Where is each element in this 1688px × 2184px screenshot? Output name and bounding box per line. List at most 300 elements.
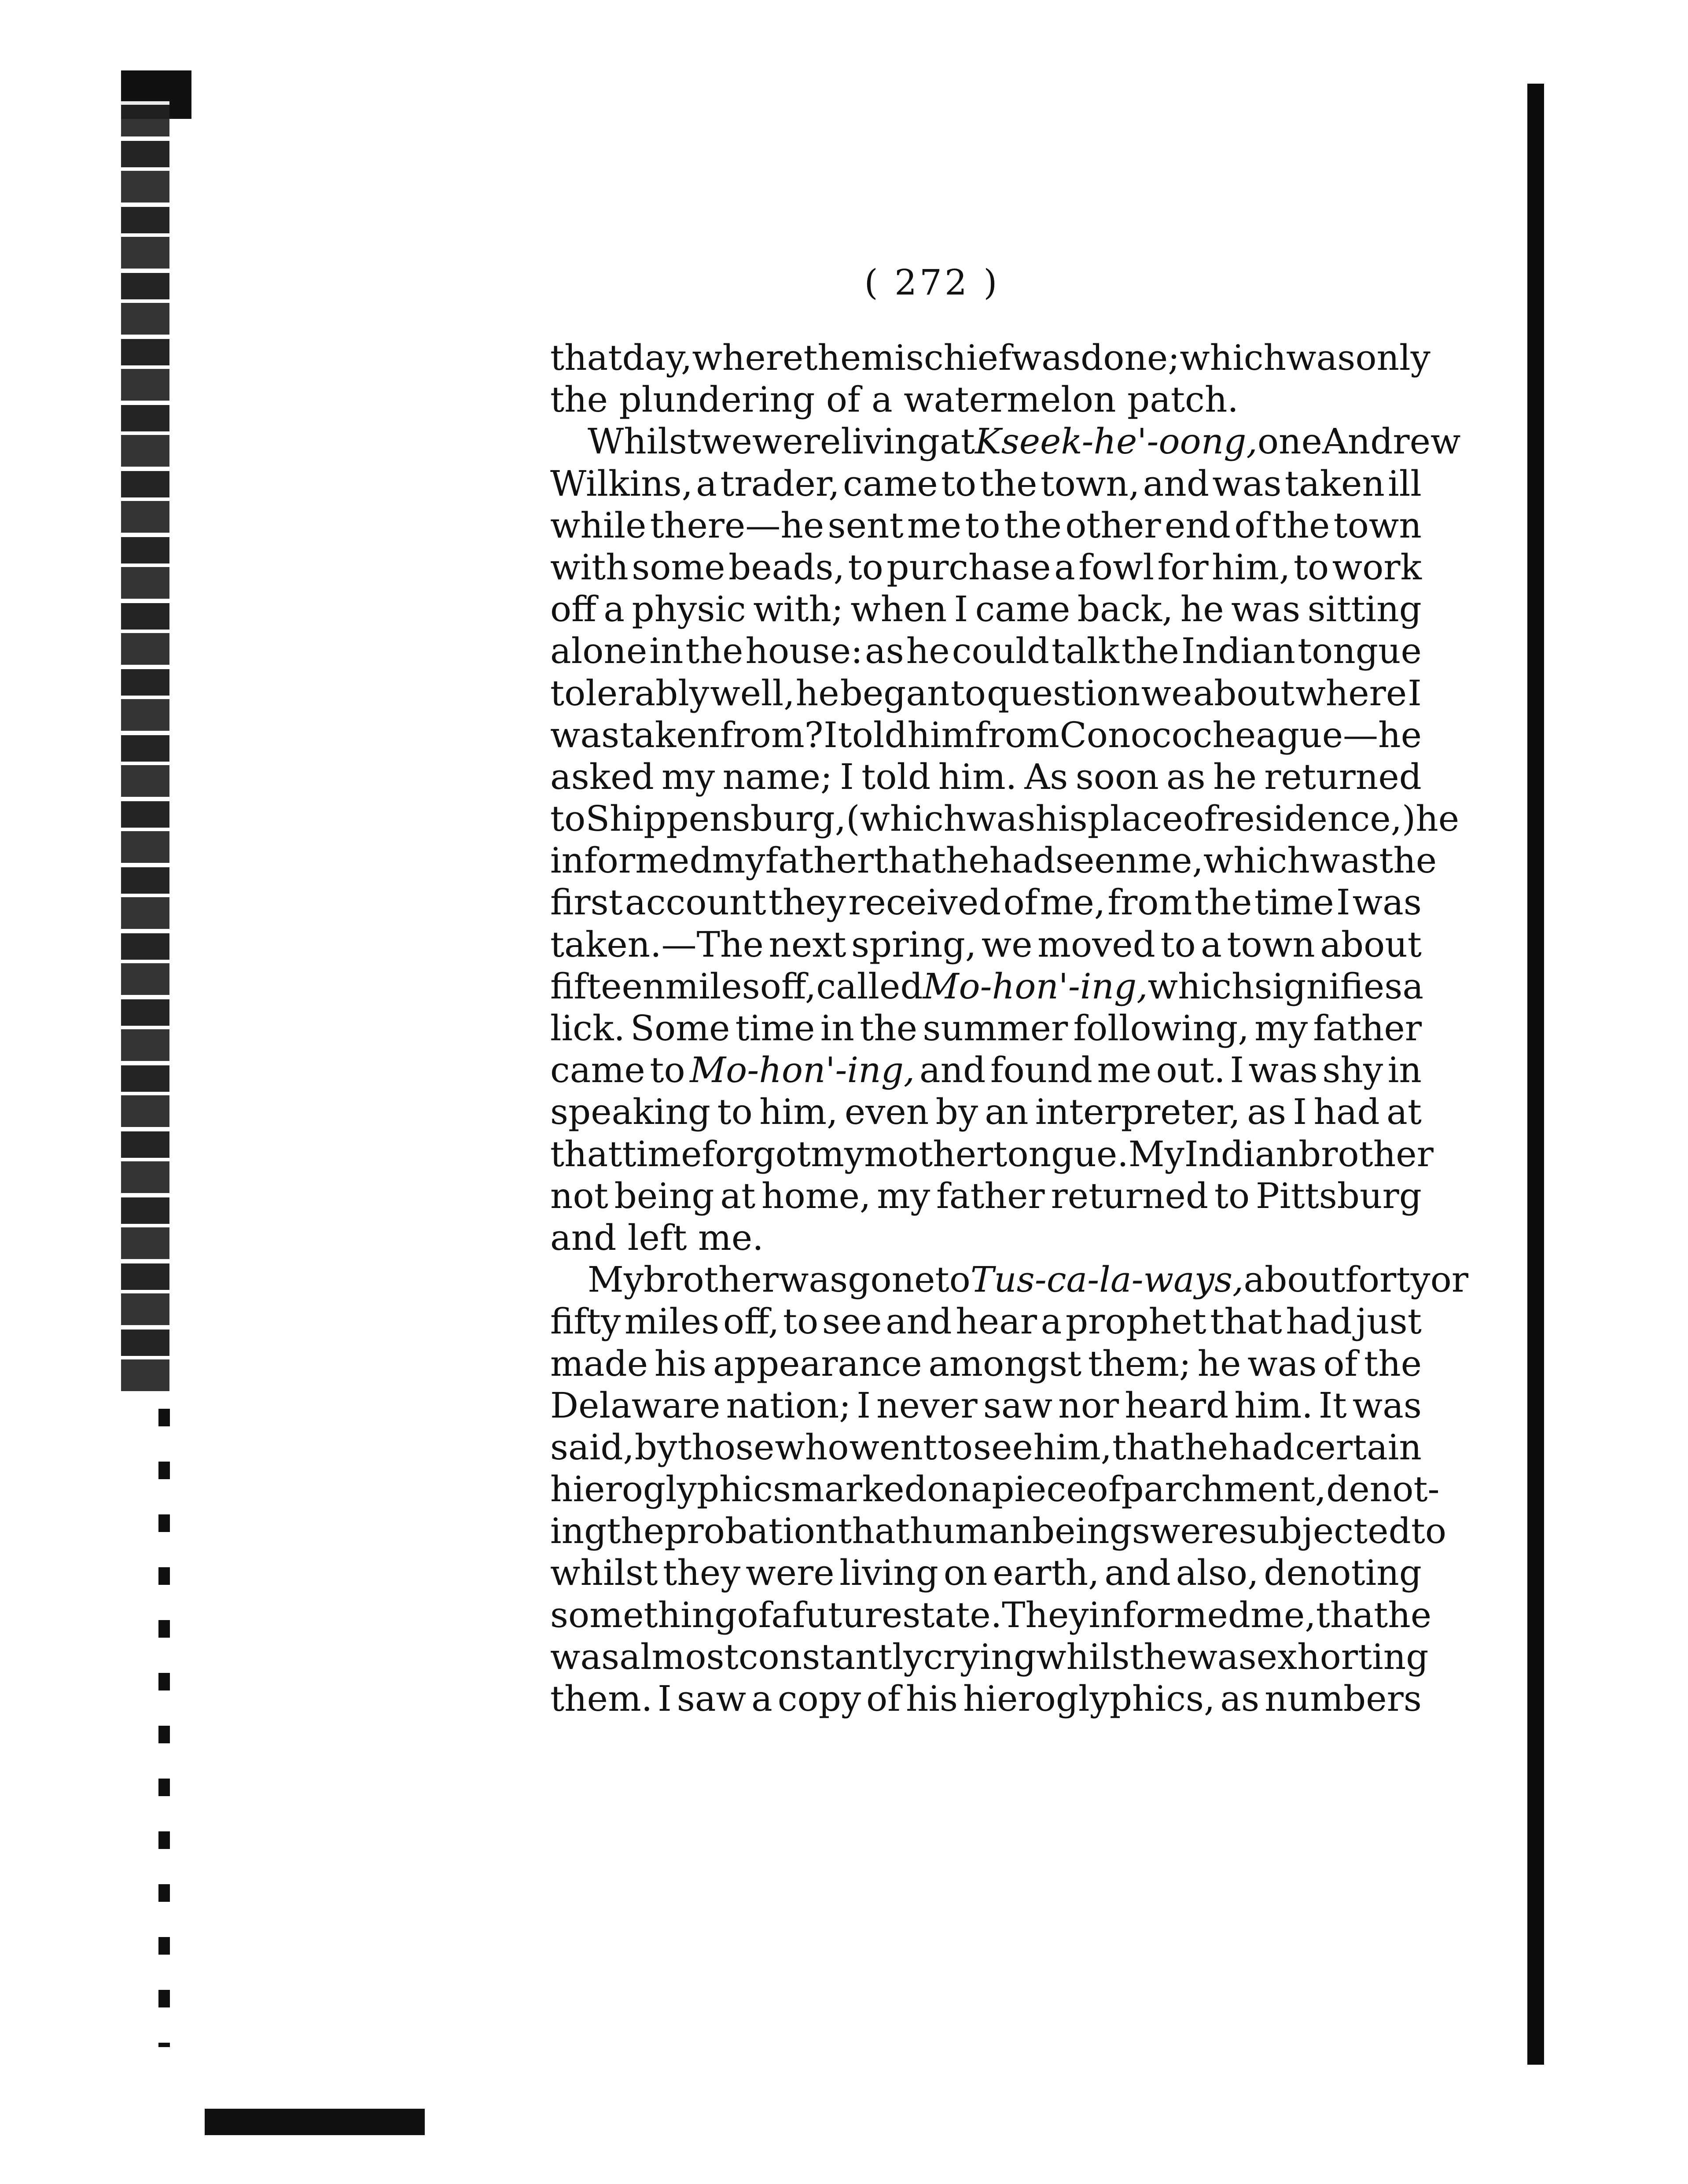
word: I: [1230, 1050, 1244, 1091]
word: my: [712, 840, 765, 881]
word: to: [1411, 1510, 1447, 1552]
text-line: [550, 1343, 1422, 1385]
text-line: [550, 1594, 1432, 1636]
word: a: [1402, 965, 1424, 1007]
word: saw: [983, 1385, 1053, 1426]
word: or: [1430, 1259, 1468, 1300]
word: My: [1128, 1133, 1184, 1175]
word: nation;: [726, 1385, 851, 1426]
word: Indian: [1184, 1133, 1298, 1175]
word: parchment,: [1121, 1469, 1327, 1510]
word: was: [1309, 840, 1379, 881]
word: me.: [698, 1217, 764, 1258]
word: mother: [864, 1133, 993, 1175]
word: not: [550, 1175, 608, 1216]
word: living: [839, 1552, 938, 1594]
word: hieroglyphics: [550, 1469, 791, 1510]
word: the: [1364, 1343, 1422, 1384]
word: a: [1054, 546, 1075, 588]
word: him.: [1234, 1385, 1313, 1426]
word: my: [662, 756, 715, 797]
word: back,: [1077, 589, 1173, 630]
word: was: [1011, 337, 1081, 378]
word: he: [795, 672, 839, 714]
word: a: [751, 1678, 772, 1719]
word: was: [550, 714, 620, 755]
text-line: [550, 798, 1460, 840]
word: beads,: [728, 546, 845, 588]
word: something: [550, 1594, 737, 1635]
word: a: [971, 1469, 992, 1510]
word: I: [840, 756, 854, 797]
word: crying: [923, 1636, 1037, 1677]
word: that: [1112, 1426, 1184, 1468]
body-text: [550, 337, 1468, 1720]
word: in: [1387, 1050, 1422, 1091]
word: Conococheague—he: [1059, 714, 1422, 755]
text-line: [550, 1552, 1422, 1594]
word: prophet: [1065, 1301, 1206, 1342]
word: were: [1150, 1510, 1239, 1552]
word: he: [1388, 1594, 1432, 1635]
word: came: [975, 589, 1070, 630]
word: the: [1194, 882, 1252, 923]
word: which: [1203, 840, 1310, 881]
word: It: [1318, 1385, 1347, 1426]
word: was: [1352, 882, 1422, 923]
word: off: [550, 589, 596, 630]
word: father: [1313, 1008, 1422, 1049]
word: done;: [1080, 337, 1180, 378]
word: said,: [550, 1426, 634, 1468]
word: for: [1157, 546, 1209, 588]
word: began: [840, 672, 950, 714]
word: on: [943, 1552, 988, 1594]
word: were: [752, 421, 841, 462]
word: Whilst: [588, 421, 702, 462]
word: left: [627, 1217, 698, 1258]
text-line: [550, 1175, 1422, 1217]
word: out.: [1156, 1050, 1225, 1091]
word: of: [866, 1678, 901, 1719]
word: brother: [1298, 1133, 1434, 1175]
word: Indian: [1181, 630, 1295, 672]
word: summer: [923, 1008, 1068, 1049]
word: of: [1234, 505, 1269, 546]
word: as: [1166, 756, 1206, 797]
word: exhorting: [1256, 1636, 1429, 1677]
word: he: [1180, 589, 1224, 630]
word: asked: [550, 756, 654, 797]
word: me,: [1040, 882, 1106, 923]
word: end: [1164, 505, 1231, 546]
word: question: [987, 672, 1140, 714]
word: other: [1065, 505, 1161, 546]
text-line: [550, 714, 1422, 756]
word: I: [857, 1385, 871, 1426]
word: informed: [550, 840, 712, 881]
word: tongue.: [993, 1133, 1129, 1175]
word: fowl: [1078, 546, 1155, 588]
word: with;: [753, 589, 843, 630]
word: his: [905, 1678, 958, 1719]
word: came: [550, 1050, 645, 1091]
word: amongst: [928, 1343, 1082, 1384]
word: them.: [550, 1678, 653, 1719]
word: plundering: [619, 379, 826, 420]
word: him,: [759, 1091, 838, 1133]
word: as: [865, 630, 904, 672]
text-line: [550, 881, 1422, 923]
word: was: [550, 1636, 620, 1677]
word: to: [941, 463, 977, 504]
word: I: [1293, 1091, 1307, 1133]
word: at: [940, 421, 975, 462]
word: a: [696, 463, 717, 504]
word: shy: [1322, 1050, 1383, 1091]
word: we: [981, 924, 1033, 965]
word: found: [990, 1050, 1093, 1091]
word: was: [778, 1259, 848, 1300]
word: that: [838, 1510, 910, 1552]
word: certain: [1295, 1426, 1422, 1468]
word: an: [985, 1091, 1029, 1133]
word: I: [1408, 672, 1422, 714]
word: in: [820, 1008, 854, 1049]
word: was: [1286, 337, 1356, 378]
word: received: [848, 882, 1001, 923]
word: they: [663, 1552, 741, 1594]
word: he: [1184, 1426, 1228, 1468]
word: where: [692, 337, 804, 378]
word: hieroglyphics,: [963, 1678, 1215, 1719]
word: earth,: [993, 1552, 1100, 1594]
word: copy: [777, 1678, 861, 1719]
text-line: [550, 1049, 1422, 1091]
word: lick.: [550, 1008, 625, 1049]
text-line: [550, 1510, 1447, 1552]
word: about: [1193, 672, 1295, 714]
word: to: [937, 1426, 973, 1468]
text-line: [550, 924, 1422, 965]
word: a: [603, 589, 625, 630]
word: in: [649, 630, 684, 672]
word: future: [792, 1594, 903, 1635]
scan-binding-shadow-left-lower: [158, 1409, 170, 2047]
word: that: [1210, 1301, 1282, 1342]
word: to: [1214, 1175, 1250, 1216]
word: constantly: [738, 1636, 923, 1677]
word: was: [1212, 463, 1282, 504]
word: name;: [722, 756, 832, 797]
word: physic: [632, 589, 746, 630]
text-line: [550, 756, 1422, 798]
word: returned: [1051, 1175, 1209, 1216]
word: time: [622, 1133, 702, 1175]
word: trader,: [720, 463, 840, 504]
word: Shippensburg,: [585, 798, 846, 840]
word: beings: [1032, 1510, 1150, 1552]
word: signifies: [1254, 965, 1403, 1007]
word: of: [1003, 882, 1038, 923]
word: my: [877, 1175, 930, 1216]
word: I: [954, 589, 968, 630]
word: the: [1379, 840, 1437, 881]
word: tolerably: [550, 672, 710, 714]
word: even: [844, 1091, 929, 1133]
text-line: [550, 379, 1422, 420]
word: town: [1227, 924, 1315, 965]
word: appearance: [713, 1343, 922, 1384]
word: them;: [1088, 1343, 1191, 1384]
word: he: [1197, 1343, 1241, 1384]
word: we: [701, 421, 752, 462]
text-line: [550, 840, 1437, 881]
word: he: [945, 840, 989, 881]
word: to: [950, 672, 986, 714]
word: a: [1041, 1301, 1062, 1342]
word: gone: [848, 1259, 935, 1300]
word: the: [803, 337, 861, 378]
word: the: [1004, 505, 1062, 546]
word: patch.: [1127, 379, 1239, 420]
word: to: [550, 798, 586, 840]
word: I: [658, 1678, 672, 1719]
word: subjected: [1239, 1510, 1411, 1552]
word: to: [1160, 924, 1196, 965]
word: taken.—The: [550, 924, 764, 965]
word: the: [550, 379, 619, 420]
word: Wilkins,: [550, 463, 693, 504]
word: only: [1355, 337, 1431, 378]
word: could: [952, 630, 1049, 672]
word: who: [775, 1426, 849, 1468]
word: tongue: [1297, 630, 1422, 672]
word: of: [737, 1594, 772, 1635]
word: see: [973, 1426, 1033, 1468]
word: my: [1254, 1008, 1308, 1049]
word: probation: [664, 1510, 838, 1552]
word: see: [822, 1301, 882, 1342]
word: sitting: [1307, 589, 1422, 630]
word: as: [1247, 1091, 1287, 1133]
word: Some: [630, 1008, 730, 1049]
word: he: [1144, 1636, 1188, 1677]
word: about: [1320, 924, 1422, 965]
word: informed: [1089, 1594, 1251, 1635]
word: they: [768, 882, 846, 923]
word: taken: [1284, 463, 1385, 504]
word: one: [1257, 421, 1322, 462]
word: that: [550, 1133, 622, 1175]
word: account: [625, 882, 766, 923]
word: seen: [1055, 840, 1138, 881]
word: and: [550, 1217, 628, 1258]
word: was: [1247, 1343, 1317, 1384]
word: well,: [710, 672, 795, 714]
word: taken: [619, 714, 720, 755]
word: denot-: [1326, 1469, 1440, 1510]
word: piece: [992, 1469, 1087, 1510]
word: heard: [1125, 1385, 1229, 1426]
word: some: [632, 546, 725, 588]
scan-bottom-shadow: [205, 2109, 425, 2135]
word: were: [746, 1552, 835, 1594]
word: nor: [1058, 1385, 1119, 1426]
word: a: [872, 379, 904, 420]
word: when: [850, 589, 947, 630]
word: we: [1141, 672, 1192, 714]
word: he: [1416, 798, 1460, 840]
word: was: [1352, 1385, 1422, 1426]
word: talk: [1051, 630, 1119, 672]
word: house:: [745, 630, 863, 672]
word: miles: [665, 965, 760, 1007]
word: him.: [938, 756, 1017, 797]
word: me,: [1138, 840, 1203, 881]
word: was: [1187, 1636, 1257, 1677]
word: there—he: [650, 505, 824, 546]
word: forgot: [702, 1133, 811, 1175]
page-number: ( 272 ): [864, 262, 1000, 303]
word: speaking: [550, 1091, 711, 1133]
word: by: [935, 1091, 978, 1133]
word: almost: [619, 1636, 739, 1677]
word: of: [826, 379, 872, 420]
word: went: [849, 1426, 937, 1468]
word: I: [1336, 882, 1350, 923]
word: while: [550, 505, 647, 546]
word: at: [1386, 1091, 1422, 1133]
word: saw: [677, 1678, 747, 1719]
word: came: [842, 463, 938, 504]
word: interpreter,: [1035, 1091, 1240, 1133]
word: time: [1254, 882, 1334, 923]
word: by: [634, 1426, 677, 1468]
text-line: [550, 1007, 1422, 1049]
word: being: [614, 1175, 714, 1216]
word: Kseek-he'-oong,: [975, 421, 1258, 462]
word: father: [936, 1175, 1045, 1216]
word: told: [861, 756, 931, 797]
word: and: [1104, 1552, 1171, 1594]
word: Pittsburg: [1256, 1175, 1422, 1216]
word: had: [1286, 1301, 1352, 1342]
word: to: [935, 1259, 971, 1300]
word: fifteen: [550, 965, 666, 1007]
word: spring,: [851, 924, 977, 965]
text-line: [550, 965, 1422, 1007]
word: as: [1220, 1678, 1260, 1719]
text-line: [550, 1300, 1422, 1342]
word: on: [927, 1469, 971, 1510]
word: to: [650, 1050, 685, 1091]
word: at: [720, 1175, 756, 1216]
word: which: [1147, 965, 1254, 1007]
word: mischief: [861, 337, 1011, 378]
word: off,: [760, 965, 816, 1007]
word: that: [1316, 1594, 1388, 1635]
word: Andrew: [1322, 421, 1461, 462]
word: called: [816, 965, 923, 1007]
text-line: [550, 1468, 1440, 1510]
word: home,: [761, 1175, 871, 1216]
word: As: [1024, 756, 1068, 797]
word: following,: [1073, 1008, 1249, 1049]
word: soon: [1075, 756, 1159, 797]
text-line: [550, 1217, 1422, 1259]
word: town,: [1040, 463, 1140, 504]
word: and: [919, 1050, 986, 1091]
word: denoting: [1264, 1552, 1422, 1594]
word: a: [771, 1594, 792, 1635]
word: to: [1293, 546, 1329, 588]
word: of: [1323, 1343, 1358, 1384]
word: moved: [1037, 924, 1155, 965]
text-line: [550, 1259, 1468, 1300]
word: first: [550, 882, 623, 923]
word: the: [979, 463, 1037, 504]
word: to: [717, 1091, 753, 1133]
word: father: [765, 840, 874, 881]
word: town: [1333, 505, 1422, 546]
word: Tus-ca-la-ways,: [970, 1259, 1244, 1300]
word: place: [1087, 798, 1183, 840]
word: numbers: [1265, 1678, 1422, 1719]
text-line: [550, 588, 1422, 630]
text-line: [550, 1385, 1422, 1426]
word: living: [841, 421, 940, 462]
word: marked: [791, 1469, 927, 1510]
word: me: [907, 505, 962, 546]
word: of: [1087, 1469, 1122, 1510]
word: those: [677, 1426, 775, 1468]
word: where: [1295, 672, 1407, 714]
word: him,: [1033, 1426, 1112, 1468]
word: My: [588, 1259, 644, 1300]
word: purchase: [886, 546, 1051, 588]
text-line: [550, 463, 1422, 505]
word: ing: [550, 1510, 607, 1552]
text-line: [550, 1636, 1429, 1678]
word: whilst: [550, 1552, 658, 1594]
text-line: [550, 505, 1422, 546]
text-line: [550, 337, 1431, 379]
word: never: [876, 1385, 978, 1426]
word: also,: [1176, 1552, 1259, 1594]
word: They: [1002, 1594, 1089, 1635]
word: that: [874, 840, 946, 881]
word: forty: [1345, 1259, 1431, 1300]
word: to: [783, 1301, 819, 1342]
scan-binding-shadow-right: [1527, 84, 1544, 2065]
word: Mo-hon'-ing,: [923, 965, 1148, 1007]
word: I: [824, 714, 838, 755]
word: his: [654, 1343, 707, 1384]
word: Delaware: [550, 1385, 721, 1426]
text-line: [550, 1678, 1422, 1720]
word: my: [811, 1133, 864, 1175]
word: was: [1231, 589, 1301, 630]
word: ill: [1388, 463, 1422, 504]
word: work: [1332, 546, 1422, 588]
word: off,: [723, 1301, 780, 1342]
word: Mo-hon'-ing,: [690, 1050, 915, 1091]
word: state.: [902, 1594, 1002, 1635]
word: time: [735, 1008, 815, 1049]
word: had: [1228, 1426, 1295, 1468]
word: and: [1143, 463, 1210, 504]
